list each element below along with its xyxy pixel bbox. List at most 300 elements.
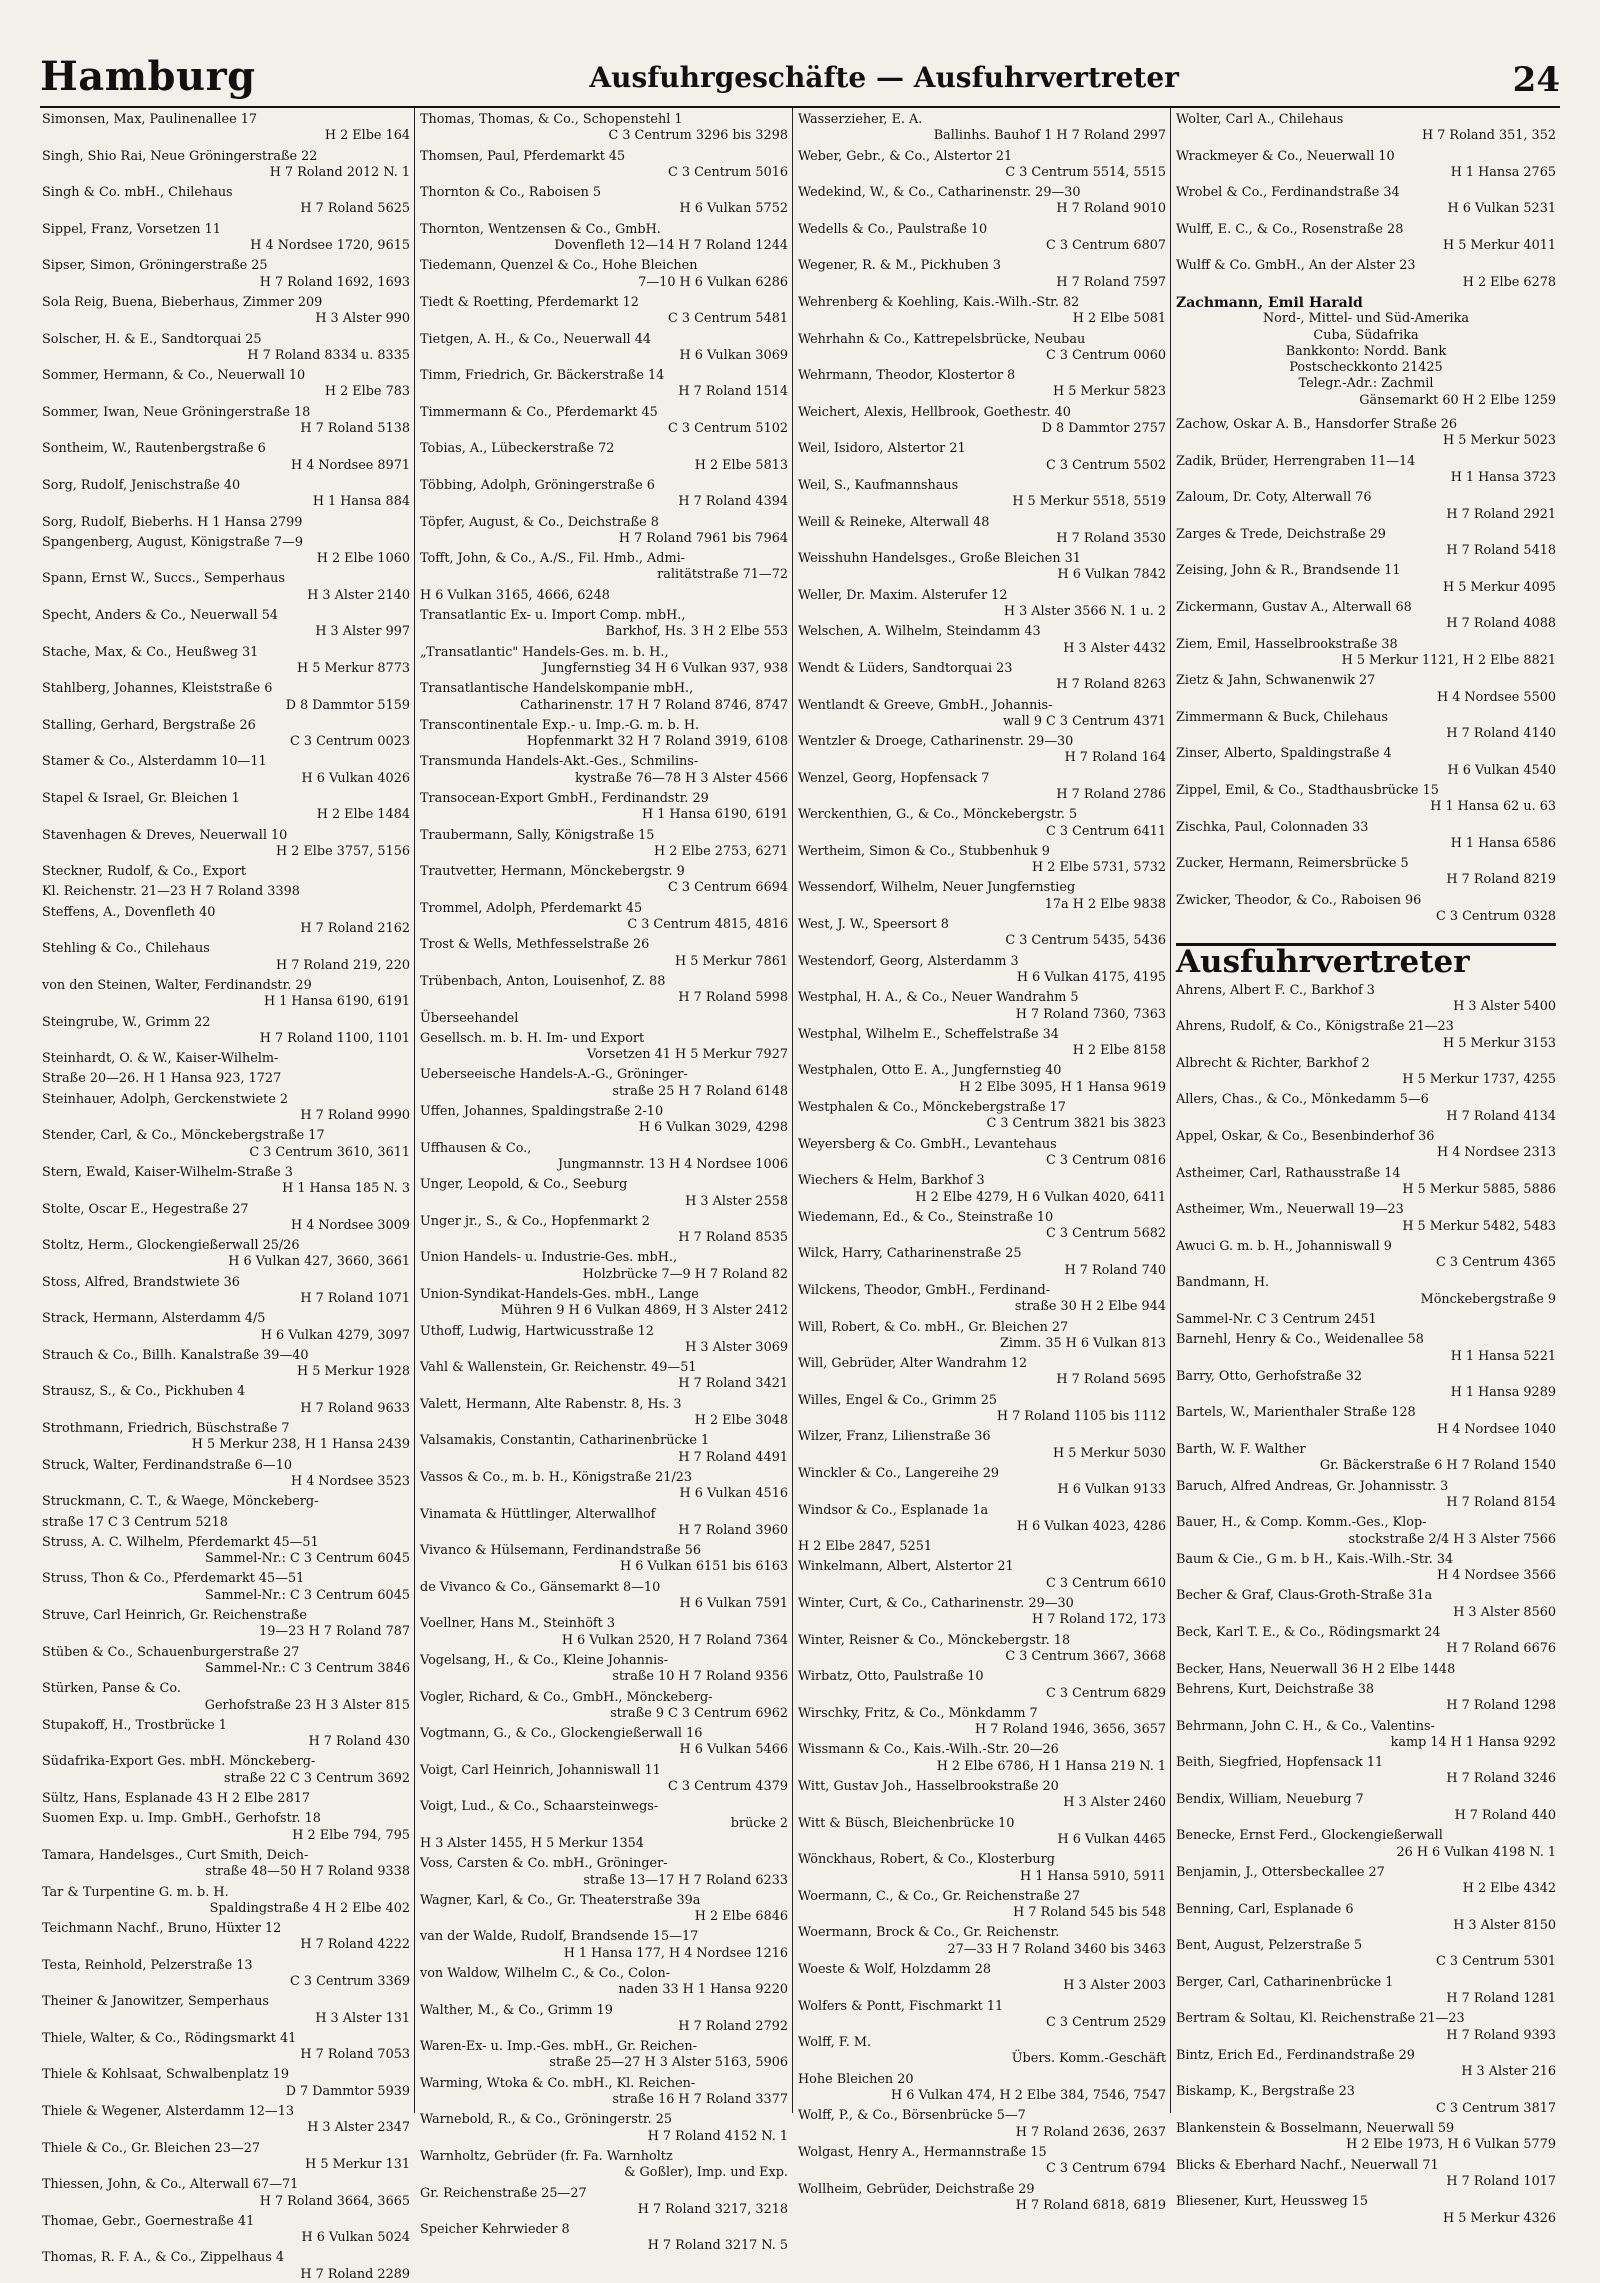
entry-phone: wall 9 C 3 Centrum 4371 xyxy=(1003,713,1166,729)
directory-entry xyxy=(42,405,410,438)
entry-name: H 3 Alster 1455, H 5 Merkur 1354 xyxy=(420,1835,644,1851)
directory-entry xyxy=(420,828,788,861)
entry-phone: H 7 Roland 3217, 3218 xyxy=(637,2201,788,2217)
entry-phone: H 3 Alster 990 xyxy=(315,311,410,327)
zachmann-address: Gänsemarkt 60 H 2 Elbe 1259 xyxy=(1359,392,1556,408)
entry-phone: H 3 Alster 5400 xyxy=(1453,998,1556,1014)
directory-entry xyxy=(42,2214,410,2247)
entry-name: Weill & Reineke, Alterwall 48 xyxy=(798,514,990,530)
entry-phone: H 1 Hansa 5910, 5911 xyxy=(1019,1868,1166,1884)
entry-name: Behrmann, John C. H., & Co., Valentins- xyxy=(1176,1718,1435,1734)
entry-name: Blicks & Eberhard Nachf., Neuerwall 71 xyxy=(1176,2157,1439,2173)
directory-entry xyxy=(798,990,1166,1023)
directory-entry xyxy=(1176,1312,1556,1328)
entry-name: Solscher, H. & E., Sandtorquai 25 xyxy=(42,331,262,347)
directory-entry xyxy=(42,828,410,861)
entry-phone: H 2 Elbe 164 xyxy=(324,128,410,144)
directory-entry xyxy=(420,1470,788,1503)
entry-name: Sipser, Simon, Gröningerstraße 25 xyxy=(42,258,268,274)
directory-entry xyxy=(798,332,1166,365)
entry-name: Transatlantic Ex- u. Import Comp. mbH., xyxy=(420,608,686,624)
directory-entry xyxy=(42,1311,410,1344)
directory-entry xyxy=(42,1608,410,1641)
entry-phone: H 6 Vulkan 4175, 4195 xyxy=(1016,969,1166,985)
city-title: Hamburg xyxy=(40,53,256,100)
entry-phone: H 7 Roland 6818, 6819 xyxy=(1015,2197,1166,2213)
directory-entry xyxy=(798,698,1166,731)
directory-entry xyxy=(798,2072,1166,2105)
entry-name: Zippel, Emil, & Co., Stadthausbrücke 15 xyxy=(1176,782,1439,798)
entry-phone: kystraße 76—78 H 3 Alster 4566 xyxy=(575,770,788,786)
directory-entry xyxy=(1176,1405,1556,1438)
entry-phone: Gerhofstraße 23 H 3 Alster 815 xyxy=(204,1697,410,1713)
entry-phone: H 7 Roland 4491 xyxy=(678,1449,788,1465)
directory-entry xyxy=(420,1836,788,1852)
directory-entry xyxy=(42,2067,410,2100)
entry-name: Wolff, P., & Co., Börsenbrücke 5—7 xyxy=(798,2108,1026,2124)
entry-name: Weil, Isidoro, Alstertor 21 xyxy=(798,441,966,457)
entry-phone: C 3 Centrum 6807 xyxy=(1046,238,1166,254)
entry-name: Westphalen, Otto E. A., Jungfernstieg 40 xyxy=(798,1063,1062,1079)
entry-name: Thomas, R. F. A., & Co., Zippelhaus 4 xyxy=(42,2250,285,2266)
entry-phone: H 5 Merkur 238, H 1 Hansa 2439 xyxy=(191,1437,410,1453)
directory-entry xyxy=(1176,2194,1556,2227)
directory-entry xyxy=(798,222,1166,255)
entry-name: Tar & Turpentine G. m. b. H. xyxy=(42,1884,229,1900)
directory-entry xyxy=(42,1754,410,1787)
entry-name: Wrackmeyer & Co., Neuerwall 10 xyxy=(1176,148,1395,164)
directory-entry xyxy=(798,551,1166,584)
directory-entry xyxy=(42,1348,410,1381)
entry-phone: C 3 Centrum 5502 xyxy=(1046,457,1166,473)
entry-phone: H 7 Roland 8263 xyxy=(1056,677,1166,693)
column-4 xyxy=(1176,112,1556,2226)
entry-name: de Vivanco & Co., Gänsemarkt 8—10 xyxy=(420,1579,661,1595)
directory-entry xyxy=(798,1027,1166,1060)
directory-entry xyxy=(1176,1938,1556,1971)
directory-entry xyxy=(798,1852,1166,1885)
directory-entry xyxy=(420,1616,788,1649)
entry-name: H 2 Elbe 2847, 5251 xyxy=(798,1539,932,1555)
entry-name: H 6 Vulkan 3165, 4666, 6248 xyxy=(420,587,610,603)
directory-entry xyxy=(42,645,410,678)
directory-entry xyxy=(1176,2084,1556,2117)
entry-phone: C 3 Centrum 3610, 3611 xyxy=(249,1144,410,1160)
entry-phone: H 7 Roland 4088 xyxy=(1446,616,1556,632)
entry-name: Struck, Walter, Ferdinandstraße 6—10 xyxy=(42,1457,292,1473)
directory-entry xyxy=(42,884,410,900)
directory-entry xyxy=(42,222,410,255)
page-number: 24 xyxy=(1512,60,1560,100)
entry-name: Thiele & Kohlsaat, Schwalbenplatz 19 xyxy=(42,2067,290,2083)
entry-phone: H 5 Merkur 1928 xyxy=(297,1364,410,1380)
directory-entry xyxy=(798,1246,1166,1279)
entry-phone: H 6 Vulkan 4540 xyxy=(1447,762,1556,778)
directory-entry xyxy=(798,1962,1166,1995)
directory-entry xyxy=(42,1885,410,1918)
directory-entry xyxy=(1176,1552,1556,1585)
entry-name: Behrens, Kurt, Deichstraße 38 xyxy=(1176,1681,1375,1697)
directory-entry xyxy=(798,1283,1166,1316)
entry-phone: H 7 Roland 5138 xyxy=(300,421,410,437)
entry-phone: straße 30 H 2 Elbe 944 xyxy=(1014,1299,1166,1315)
directory-entry xyxy=(798,368,1166,401)
entry-phone: kamp 14 H 1 Hansa 9292 xyxy=(1390,1734,1556,1750)
entry-name: Wilck, Harry, Catharinenstraße 25 xyxy=(798,1246,1022,1262)
directory-entry xyxy=(420,645,788,678)
entry-name: Stamer & Co., Alsterdamm 10—11 xyxy=(42,754,267,770)
entry-name: Westphal, H. A., & Co., Neuer Wandrahm 5 xyxy=(798,990,1079,1006)
directory-entry xyxy=(420,2149,788,2182)
entry-name: Berger, Carl, Catharinenbrücke 1 xyxy=(1176,1974,1394,1990)
directory-entry xyxy=(798,1559,1166,1592)
directory-entry xyxy=(42,1051,410,1067)
directory-entry xyxy=(1176,783,1556,816)
directory-entry xyxy=(798,661,1166,694)
entry-phone: H 2 Elbe 6278 xyxy=(1462,274,1556,290)
zachmann-entry xyxy=(1176,295,1556,409)
entry-phone: stockstraße 2/4 H 3 Alster 7566 xyxy=(1348,1531,1556,1547)
directory-entry xyxy=(798,1137,1166,1170)
directory-entry xyxy=(42,864,410,880)
entry-phone: H 7 Roland 7597 xyxy=(1056,274,1166,290)
entry-phone: straße 25—27 H 3 Alster 5163, 5906 xyxy=(549,2055,788,2071)
entry-phone: C 3 Centrum 3667, 3668 xyxy=(1005,1648,1166,1664)
entry-phone: H 7 Roland 3246 xyxy=(1446,1771,1556,1787)
entry-name: Steffens, A., Dovenfleth 40 xyxy=(42,904,216,920)
directory-entry xyxy=(420,864,788,897)
entry-name: Astheimer, Wm., Neuerwall 19—23 xyxy=(1176,1202,1404,1218)
entry-name: Wönckhaus, Robert, & Co., Klosterburg xyxy=(798,1852,1055,1868)
entry-phone: Übers. Komm.-Geschäft xyxy=(1011,2051,1166,2067)
entry-phone: straße 25 H 7 Roland 6148 xyxy=(612,1083,788,1099)
entry-phone: H 7 Roland 9990 xyxy=(300,1108,410,1124)
directory-entry xyxy=(42,1494,410,1510)
entry-name: Stalling, Gerhard, Bergstraße 26 xyxy=(42,717,256,733)
directory-entry xyxy=(1176,1515,1556,1548)
entry-name: Allers, Chas., & Co., Mönkedamm 5—6 xyxy=(1176,1092,1429,1108)
directory-entry xyxy=(42,681,410,714)
directory-entry xyxy=(420,1287,788,1320)
entry-phone: H 7 Roland 2012 N. 1 xyxy=(269,164,410,180)
entry-name: Spangenberg, August, Königstraße 7—9 xyxy=(42,534,303,550)
entry-name: „Transatlantic" Handels-Ges. m. b. H., xyxy=(420,644,669,660)
directory-entry xyxy=(1176,1625,1556,1658)
entry-phone: H 7 Roland 2289 xyxy=(300,2266,410,2282)
directory-entry xyxy=(1176,527,1556,560)
entry-phone: D 8 Dammtor 5159 xyxy=(285,697,410,713)
entry-name: Union-Syndikat-Handels-Ges. mbH., Lange xyxy=(420,1287,699,1302)
entry-phone: 19—23 H 7 Roland 787 xyxy=(259,1624,410,1640)
entry-name: Zadik, Brüder, Herrengraben 11—14 xyxy=(1176,453,1416,469)
entry-name: Will, Gebrüder, Alter Wandrahm 12 xyxy=(798,1356,1028,1372)
entry-name: Südafrika-Export Ges. mbH. Mönckeberg- xyxy=(42,1754,316,1770)
entry-name: Witt, Gustav Joh., Hasselbrookstraße 20 xyxy=(798,1779,1059,1795)
entry-phone: 26 H 6 Vulkan 4198 N. 1 xyxy=(1396,1844,1556,1860)
entry-name: Stahlberg, Johannes, Kleiststraße 6 xyxy=(42,681,273,697)
entry-name: Waren-Ex- u. Imp.-Ges. mbH., Gr. Reichen- xyxy=(420,2039,697,2055)
entry-phone: C 3 Centrum 3817 xyxy=(1436,2100,1556,2116)
entry-phone: H 6 Vulkan 5024 xyxy=(301,2230,410,2246)
entry-name: Speicher Kehrwieder 8 xyxy=(420,2222,570,2238)
entry-name: Wulff, E. C., & Co., Rosenstraße 28 xyxy=(1176,221,1404,237)
entry-phone: H 6 Vulkan 474, H 2 Elbe 384, 7546, 7547 xyxy=(891,2088,1166,2104)
entry-phone: H 3 Alster 2460 xyxy=(1063,1795,1166,1811)
entry-name: Sommer, Iwan, Neue Gröningerstraße 18 xyxy=(42,404,311,420)
entry-name: Wiedemann, Ed., & Co., Steinstraße 10 xyxy=(798,1209,1054,1225)
directory-entry xyxy=(1176,1369,1556,1402)
entry-name: Winckler & Co., Langereihe 29 xyxy=(798,1465,1000,1481)
entry-phone: Catharinenstr. 17 H 7 Roland 8746, 8747 xyxy=(520,697,788,713)
entry-phone: H 7 Roland 6676 xyxy=(1446,1641,1556,1657)
entry-name: Voss, Carsten & Co. mbH., Gröninger- xyxy=(420,1856,668,1872)
entry-name: Steinhardt, O. & W., Kaiser-Wilhelm- xyxy=(42,1051,279,1067)
directory-entry xyxy=(420,754,788,787)
entry-phone: H 3 Alster 216 xyxy=(1461,2064,1556,2080)
entry-name: Bauer, H., & Comp. Komm.-Ges., Klop- xyxy=(1176,1515,1427,1531)
entry-name: Wedekind, W., & Co., Catharinenstr. 29—30 xyxy=(798,185,1081,201)
entry-phone: H 6 Vulkan 5466 xyxy=(679,1742,788,1758)
entry-phone: C 3 Centrum 6694 xyxy=(668,880,788,896)
directory-entry xyxy=(1176,746,1556,779)
entry-phone: Barkhof, Hs. 3 H 2 Elbe 553 xyxy=(605,624,788,640)
directory-entry xyxy=(42,2031,410,2064)
directory-entry xyxy=(420,718,788,751)
entry-phone: C 3 Centrum 4379 xyxy=(668,1779,788,1795)
directory-entry xyxy=(42,1202,410,1235)
entry-name: Testa, Reinhold, Pelzerstraße 13 xyxy=(42,1957,253,1973)
page-header xyxy=(40,44,1560,100)
directory-entry xyxy=(1176,454,1556,487)
entry-phone: Dovenfleth 12—14 H 7 Roland 1244 xyxy=(554,238,788,254)
entry-name: Baum & Cie., G m. b H., Kais.-Wilh.-Str. 34 xyxy=(1176,1551,1454,1567)
entry-phone: H 7 Roland 8219 xyxy=(1446,872,1556,888)
entry-phone: H 5 Merkur 4326 xyxy=(1443,2210,1556,2226)
directory-entry xyxy=(798,1539,1166,1555)
entry-phone: H 1 Hansa 884 xyxy=(312,494,410,510)
directory-entry xyxy=(420,515,788,548)
entry-name: Uffen, Johannes, Spaldingstraße 2-10 xyxy=(420,1104,664,1120)
entry-phone: Mühren 9 H 6 Vulkan 4869, H 3 Alster 2412 xyxy=(500,1303,788,1319)
entry-name: Wessendorf, Wilhelm, Neuer Jungfernstieg xyxy=(798,880,1076,896)
directory-entry xyxy=(420,901,788,934)
entry-phone: H 4 Nordsee 3523 xyxy=(291,1473,410,1489)
directory-entry xyxy=(420,681,788,714)
directory-entry xyxy=(1176,2011,1556,2044)
entry-phone: C 3 Centrum 2529 xyxy=(1046,2014,1166,2030)
entry-name: Wegener, R. & M., Pickhuben 3 xyxy=(798,258,1001,274)
entry-name: Strack, Hermann, Alsterdamm 4/5 xyxy=(42,1311,266,1327)
entry-name: Uffhausen & Co., xyxy=(420,1140,532,1156)
entry-phone: H 6 Vulkan 5752 xyxy=(679,201,788,217)
entry-name: Thiele, Walter, & Co., Rödingsmarkt 41 xyxy=(42,2030,297,2046)
entry-name: Steinhauer, Adolph, Gerckenstwiete 2 xyxy=(42,1091,289,1107)
entry-phone: H 7 Roland 5695 xyxy=(1056,1372,1166,1388)
entry-phone: H 7 Roland 7360, 7363 xyxy=(1015,1006,1166,1022)
directory-entry xyxy=(420,1726,788,1759)
entry-phone: H 6 Vulkan 4023, 4286 xyxy=(1016,1518,1166,1534)
entry-name: Ahrens, Rudolf, & Co., Königstraße 21—23 xyxy=(1176,1019,1454,1035)
directory-entry xyxy=(420,368,788,401)
directory-entry xyxy=(420,112,788,145)
entry-name: Zaloum, Dr. Coty, Alterwall 76 xyxy=(1176,490,1372,506)
directory-entry xyxy=(42,1384,410,1417)
entry-name: Benning, Carl, Esplanade 6 xyxy=(1176,1901,1354,1917)
directory-entry xyxy=(798,478,1166,511)
directory-entry xyxy=(798,880,1166,913)
entry-phone: C 3 Centrum 5016 xyxy=(668,164,788,180)
entry-phone: H 5 Merkur 5823 xyxy=(1053,384,1166,400)
directory-entry xyxy=(42,515,410,531)
directory-entry xyxy=(42,441,410,474)
entry-name: Thomas, Thomas, & Co., Schopenstehl 1 xyxy=(420,112,683,127)
entry-name: Többing, Adolph, Gröningerstraße 6 xyxy=(420,477,655,493)
entry-name: Warming, Wtoka & Co. mbH., Kl. Reichen- xyxy=(420,2075,696,2091)
directory-entry xyxy=(42,1458,410,1491)
entry-name: Zachow, Oskar A. B., Hansdorfer Straße 26 xyxy=(1176,417,1458,433)
directory-entry xyxy=(42,608,410,641)
entry-phone: H 7 Roland 1281 xyxy=(1446,1990,1556,2006)
entry-phone: H 6 Vulkan 5231 xyxy=(1447,201,1556,217)
entry-phone: H 7 Roland 7961 bis 7964 xyxy=(618,530,788,546)
entry-phone: H 2 Elbe 4279, H 6 Vulkan 4020, 6411 xyxy=(915,1189,1166,1205)
entry-name: Stender, Carl, & Co., Mönckebergstraße 17 xyxy=(42,1128,325,1144)
entry-phone: C 3 Centrum 3296 bis 3298 xyxy=(608,128,788,144)
entry-name: Suomen Exp. u. Imp. GmbH., Gerhofstr. 18 xyxy=(42,1811,321,1827)
entry-phone: H 5 Merkur 131 xyxy=(305,2156,410,2172)
entry-name: Wertheim, Simon & Co., Stubbenhuk 9 xyxy=(798,843,1050,859)
directory-entry xyxy=(798,2182,1166,2215)
entry-phone: H 1 Hansa 2765 xyxy=(1450,164,1556,180)
section-title: Ausfuhrgeschäfte — Ausfuhrvertreter xyxy=(589,61,1179,94)
entry-name: Bintz, Erich Ed., Ferdinandstraße 29 xyxy=(1176,2047,1415,2063)
entry-name: Weisshuhn Handelsges., Große Bleichen 31 xyxy=(798,551,1081,567)
entry-name: Wulff & Co. GmbH., An der Alster 23 xyxy=(1176,258,1416,274)
entry-phone: H 7 Roland 1105 bis 1112 xyxy=(996,1409,1166,1425)
entry-name: Timm, Friedrich, Gr. Bäckerstraße 14 xyxy=(420,368,665,384)
directory-entry xyxy=(798,1429,1166,1462)
entry-name: Winter, Reisner & Co., Mönckebergstr. 18 xyxy=(798,1632,1071,1648)
entry-name: Beck, Karl T. E., & Co., Rödingsmarkt 24 xyxy=(1176,1625,1441,1641)
directory-entry xyxy=(420,1433,788,1466)
entry-name: Transocean-Export GmbH., Ferdinandstr. 29 xyxy=(420,790,709,806)
directory-entry xyxy=(798,1742,1166,1775)
entry-phone: H 3 Alster 997 xyxy=(315,624,410,640)
entry-name: Stolte, Oscar E., Hegestraße 27 xyxy=(42,1201,249,1217)
entry-name: Thiele & Wegener, Alsterdamm 12—13 xyxy=(42,2104,295,2120)
entry-name: Windsor & Co., Esplanade 1a xyxy=(798,1502,989,1518)
zachmann-bank: Bankkonto: Nordd. Bank xyxy=(1285,343,1447,359)
entry-phone: H 2 Elbe 3095, H 1 Hansa 9619 xyxy=(959,1079,1166,1095)
entry-phone: H 1 Hansa 62 u. 63 xyxy=(1430,799,1556,815)
entry-name: Teichmann Nachf., Bruno, Hüxter 12 xyxy=(42,1921,282,1937)
entry-phone: C 3 Centrum 0328 xyxy=(1436,909,1556,925)
entry-phone: H 6 Vulkan 9133 xyxy=(1057,1482,1166,1498)
entry-phone: C 3 Centrum 4815, 4816 xyxy=(627,917,788,933)
entry-name: Struckmann, C. T., & Waege, Mönckeberg- xyxy=(42,1494,319,1510)
directory-entry xyxy=(1176,637,1556,670)
entry-phone: H 7 Roland 5625 xyxy=(300,201,410,217)
entry-phone: C 3 Centrum 4365 xyxy=(1436,1255,1556,1271)
directory-entry xyxy=(42,2250,410,2283)
directory-entry xyxy=(42,1811,410,1844)
entry-name: Vassos & Co., m. b. H., Königstraße 21/23 xyxy=(420,1469,693,1485)
entry-name: Uthoff, Ludwig, Hartwicusstraße 12 xyxy=(420,1323,654,1339)
column-divider xyxy=(1170,108,1171,2113)
entry-phone: H 6 Vulkan 3069 xyxy=(679,347,788,363)
entry-name: Vinamata & Hüttlinger, Alterwallhof xyxy=(420,1506,656,1522)
directory-entry xyxy=(798,588,1166,621)
directory-entry xyxy=(420,1141,788,1174)
entry-phone: H 7 Roland 4222 xyxy=(300,1937,410,1953)
entry-phone: H 2 Elbe 783 xyxy=(324,384,410,400)
entry-phone: H 7 Roland 3217 N. 5 xyxy=(647,2238,788,2254)
entry-phone: H 5 Merkur 5023 xyxy=(1443,433,1556,449)
entry-name: Wentlandt & Greeve, GmbH., Johannis- xyxy=(798,697,1053,713)
directory-entry xyxy=(798,1503,1166,1536)
entry-name: Zwicker, Theodor, & Co., Raboisen 96 xyxy=(1176,892,1422,908)
directory-entry xyxy=(42,1421,410,1454)
column-4-entries-top xyxy=(1176,112,1556,291)
directory-entry xyxy=(420,1507,788,1540)
entry-name: Ueberseeische Handels-A.-G., Gröninger- xyxy=(420,1067,688,1083)
entry-name: Ahrens, Albert F. C., Barkhof 3 xyxy=(1176,982,1375,998)
entry-name: Benjamin, J., Ottersbeckallee 27 xyxy=(1176,1864,1385,1880)
entry-phone: Spaldingstraße 4 H 2 Elbe 402 xyxy=(209,1900,410,1916)
entry-phone: H 7 Roland 3960 xyxy=(678,1522,788,1538)
entry-name: Zarges & Trede, Deichstraße 29 xyxy=(1176,526,1386,542)
directory-entry xyxy=(420,1011,788,1027)
entry-name: Bliesener, Kurt, Heussweg 15 xyxy=(1176,2194,1369,2210)
entry-name: Woermann, Brock & Co., Gr. Reichenstr. xyxy=(798,1925,1060,1941)
entry-phone: brücke 2 xyxy=(730,1815,788,1831)
entry-phone: H 5 Merkur 5518, 5519 xyxy=(1012,494,1166,510)
directory-entry xyxy=(1176,1202,1556,1235)
entry-phone: H 7 Roland 740 xyxy=(1064,1262,1166,1278)
entry-phone: H 2 Elbe 1973, H 6 Vulkan 5779 xyxy=(1346,2137,1556,2153)
entry-phone: straße 16 H 7 Roland 3377 xyxy=(612,2092,788,2108)
entry-phone: C 3 Centrum 6794 xyxy=(1046,2161,1166,2177)
entry-phone: H 2 Elbe 5731, 5732 xyxy=(1032,860,1166,876)
entry-phone: H 7 Roland 219, 220 xyxy=(276,957,410,973)
directory-entry xyxy=(420,974,788,1007)
entry-name: Struve, Carl Heinrich, Gr. Reichenstraße xyxy=(42,1608,307,1624)
directory-entry xyxy=(420,608,788,641)
directory-entry xyxy=(420,185,788,218)
entry-name: Wrobel & Co., Ferdinandstraße 34 xyxy=(1176,185,1400,201)
directory-entry xyxy=(420,405,788,438)
entry-phone: H 2 Elbe 4342 xyxy=(1462,1881,1556,1897)
entry-phone: H 7 Roland 4394 xyxy=(678,494,788,510)
column-2 xyxy=(420,112,788,2254)
directory-entry xyxy=(420,1893,788,1926)
entry-phone: H 7 Roland 2786 xyxy=(1056,786,1166,802)
directory-entry xyxy=(42,1165,410,1198)
entry-phone: H 7 Roland 4152 N. 1 xyxy=(647,2128,788,2144)
entry-phone: D 8 Dammtor 2757 xyxy=(1041,421,1166,437)
entry-phone: H 3 Alster 2003 xyxy=(1063,1978,1166,1994)
directory-entry xyxy=(420,588,788,604)
directory-entry xyxy=(798,1063,1166,1096)
entry-name: Vahl & Wallenstein, Gr. Reichenstr. 49—51 xyxy=(420,1360,697,1376)
entry-phone: straße 22 C 3 Centrum 3692 xyxy=(224,1770,410,1786)
entry-name: Thiele & Co., Gr. Bleichen 23—27 xyxy=(42,2140,260,2156)
directory-entry xyxy=(42,2104,410,2137)
directory-entry xyxy=(1176,1792,1556,1825)
entry-name: Wirschky, Fritz, & Co., Mönkdamm 7 xyxy=(798,1705,1038,1721)
entry-name: Bent, August, Pelzerstraße 5 xyxy=(1176,1938,1363,1954)
entry-name: Barnehl, Henry & Co., Weidenallee 58 xyxy=(1176,1332,1424,1348)
